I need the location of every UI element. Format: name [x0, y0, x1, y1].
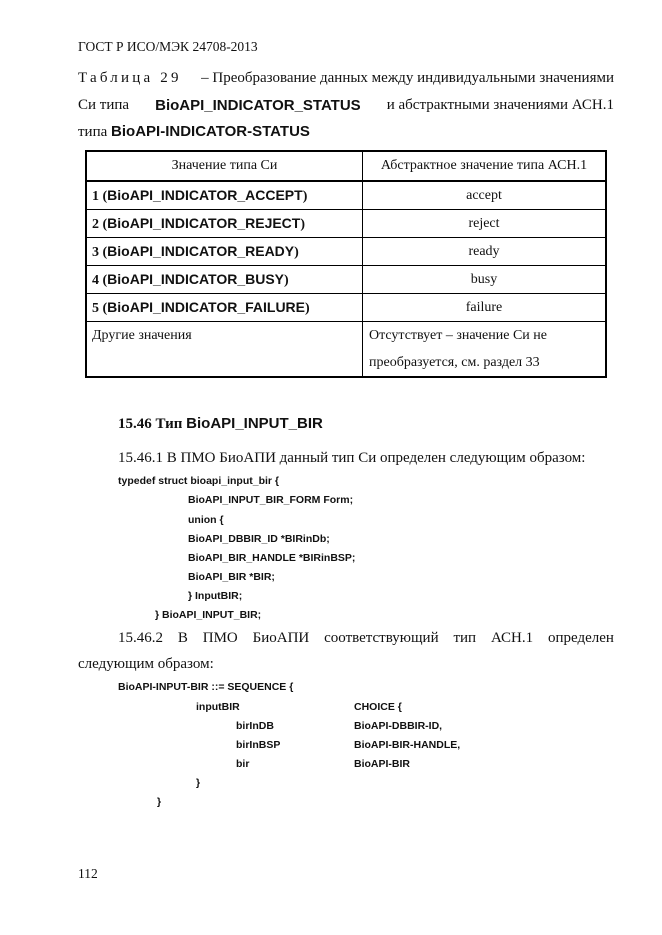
- asn-alt-type: BioAPI-BIR: [354, 758, 410, 770]
- asn-code-line: BioAPI-INPUT-BIR ::= SEQUENCE {: [118, 681, 294, 693]
- para2-word: БиоАПИ: [252, 630, 310, 646]
- caption-prefix-2: типа: [78, 124, 108, 140]
- c-value-cell: 2 (BioAPI_INDICATOR_REJECT): [86, 210, 363, 238]
- column-header-c-value: Значение типа Си: [86, 151, 363, 181]
- c-code-line: BioAPI_BIR *BIR;: [188, 571, 275, 583]
- para2-word: АСН.1: [490, 630, 534, 646]
- table-header-row: [86, 151, 606, 181]
- c-code-line: BioAPI_DBBIR_ID *BIRinDb;: [188, 533, 330, 545]
- constant-name: BioAPI_INDICATOR_REJECT: [107, 214, 301, 231]
- other-note-line-2: преобразуется, см. раздел 33: [369, 355, 540, 370]
- asn-field-name: inputBIR: [196, 701, 240, 713]
- mapping-table: [85, 150, 607, 378]
- table-caption-text: – Преобразование данных между индивидуальными значениями: [201, 70, 614, 86]
- table-row: [86, 210, 606, 238]
- asn-choice: CHOICE {: [354, 701, 402, 713]
- asn-value-cell: reject: [363, 210, 607, 238]
- section-heading: [118, 415, 323, 433]
- para2-word: определен: [548, 630, 614, 646]
- paragraph-15-46-2-line-2: следующим образом:: [78, 656, 214, 672]
- para2-word: 15.46.2: [118, 630, 163, 646]
- page-number: 112: [78, 866, 98, 881]
- c-code-line: typedef struct bioapi_input_bir {: [118, 475, 280, 487]
- paragraph-15-46-1: 15.46.1 В ПМО БиоАПИ данный тип Си определен следующим образом:: [118, 450, 586, 466]
- caption-middle: и абстрактными значениями АСН.1: [386, 97, 614, 113]
- para2-word: соответствующий: [324, 630, 439, 646]
- row-number: 5: [92, 300, 99, 316]
- caption-c-type: BioAPI_INDICATOR_STATUS: [155, 97, 361, 114]
- c-code-line: BioAPI_BIR_HANDLE *BIRinBSP;: [188, 552, 356, 564]
- table-caption-line-2: [78, 97, 614, 114]
- other-values-label: Другие значения: [86, 322, 363, 378]
- asn-value-cell: busy: [363, 266, 607, 294]
- other-values-note: [363, 322, 607, 378]
- c-value-cell: 3 (BioAPI_INDICATOR_READY): [86, 238, 363, 266]
- table-row: [86, 294, 606, 322]
- c-value-cell: 4 (BioAPI_INDICATOR_BUSY): [86, 266, 363, 294]
- row-number: 1: [92, 188, 99, 204]
- asn-alt-name: birInDB: [236, 720, 274, 732]
- section-type-name: BioAPI_INPUT_BIR: [186, 415, 323, 432]
- para2-word: ПМО: [202, 630, 238, 646]
- table-caption-line-3: [78, 123, 310, 141]
- section-number: 15.46: [118, 416, 152, 432]
- constant-name: BioAPI_INDICATOR_BUSY: [107, 270, 285, 287]
- table-row: [86, 266, 606, 294]
- asn-alt-name: birInBSP: [236, 739, 281, 751]
- c-value-cell: 1 (BioAPI_INDICATOR_ACCEPT): [86, 181, 363, 210]
- row-number: 3: [92, 244, 99, 260]
- c-code-line: } InputBIR;: [188, 590, 243, 602]
- row-number: 2: [92, 216, 99, 232]
- section-title-word: Тип: [155, 416, 183, 432]
- paragraph-15-46-2-line-1: [118, 630, 614, 647]
- table-row: [86, 238, 606, 266]
- asn-value-cell: failure: [363, 294, 607, 322]
- para2-word: В: [177, 630, 188, 646]
- running-header: ГОСТ Р ИСО/МЭК 24708-2013: [78, 39, 258, 54]
- table-row: [86, 181, 606, 210]
- asn-value-cell: accept: [363, 181, 607, 210]
- other-note-line-1: Отсутствует – значение Си не: [369, 328, 547, 343]
- asn-alt-type: BioAPI-DBBIR-ID,: [354, 720, 443, 732]
- caption-asn-type: BioAPI-INDICATOR-STATUS: [111, 123, 310, 140]
- table-row-other: [86, 322, 606, 378]
- constant-name: BioAPI_INDICATOR_READY: [107, 242, 295, 259]
- c-code-line: union {: [188, 514, 224, 526]
- row-number: 4: [92, 272, 99, 288]
- asn-close-brace: }: [196, 777, 201, 789]
- table-caption-label: Таблица 29: [78, 70, 182, 86]
- caption-prefix: Си типа: [78, 97, 130, 113]
- c-code-line: } BioAPI_INPUT_BIR;: [155, 609, 262, 621]
- asn-close-brace: }: [157, 796, 162, 808]
- constant-name: BioAPI_INDICATOR_FAILURE: [107, 298, 306, 315]
- asn-alt-type: BioAPI-BIR-HANDLE,: [354, 739, 461, 751]
- c-code-line: BioAPI_INPUT_BIR_FORM Form;: [188, 494, 354, 506]
- constant-name: BioAPI_INDICATOR_ACCEPT: [107, 186, 303, 203]
- c-value-cell: 5 (BioAPI_INDICATOR_FAILURE): [86, 294, 363, 322]
- para2-word: тип: [453, 630, 477, 646]
- asn-value-cell: ready: [363, 238, 607, 266]
- table-caption-line-1: [78, 70, 614, 87]
- column-header-asn-value: Абстрактное значение типа АСН.1: [363, 151, 607, 181]
- asn-alt-name: bir: [236, 758, 250, 770]
